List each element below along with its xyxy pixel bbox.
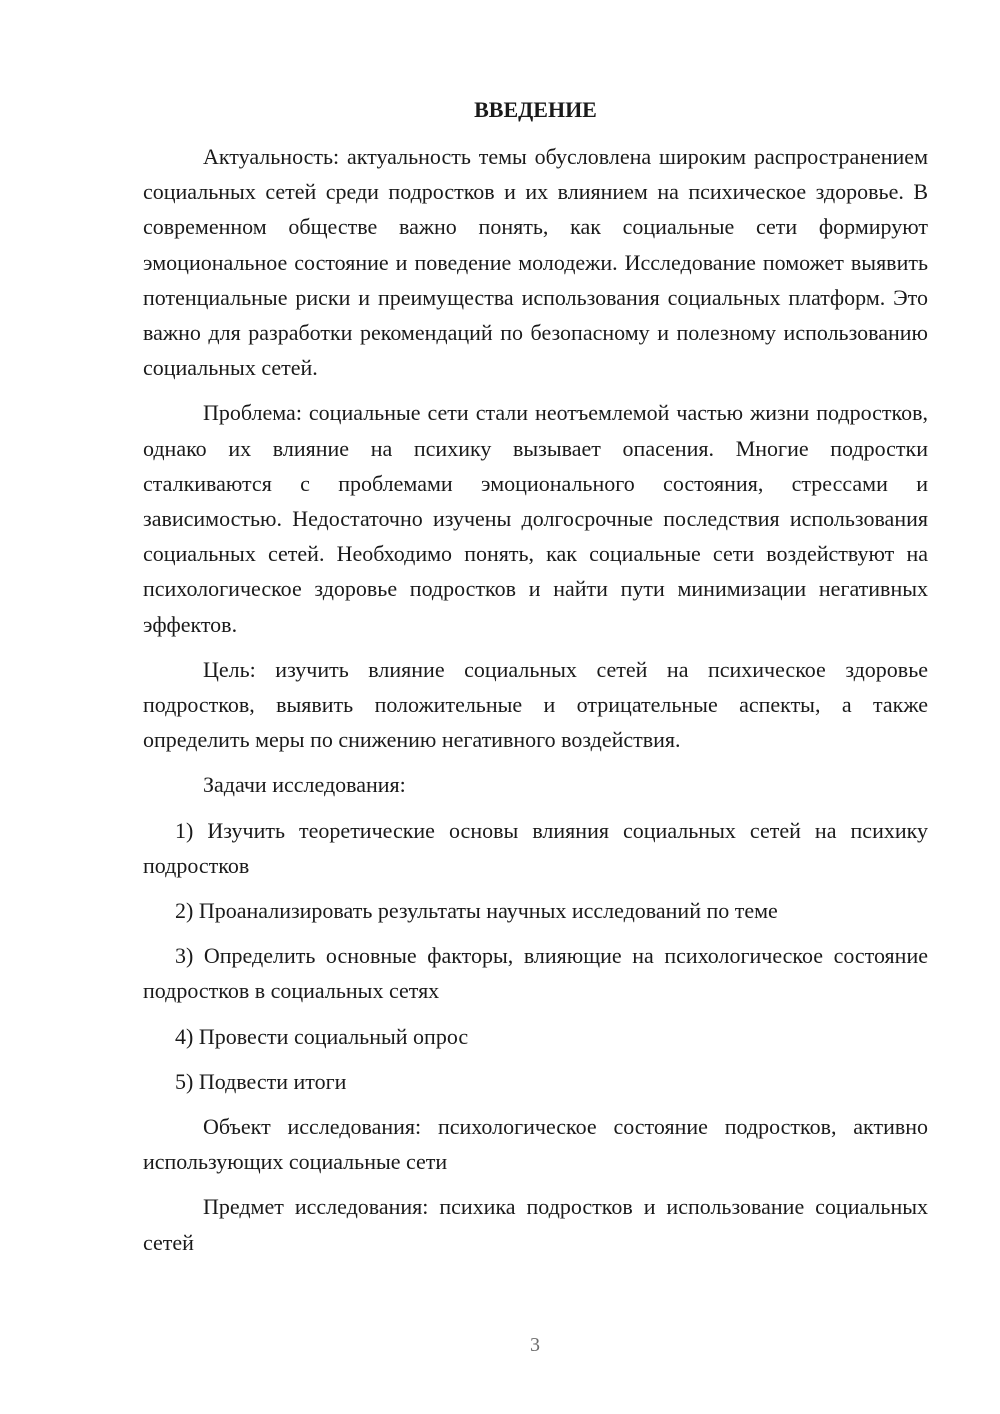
paragraph-relevance: Актуальность: актуальность темы обусловлена широким распространением социальных сетей среди подростков и их влиянием на психическое здоровье. В современном обществе важно понять, как социальные сети формируют эмоциональное состояние и поведение молодежи. Исследование поможет выявить потенциальные риски и преимущества использования социальных платформ. Это важно для разработки рекомендаций по безопасному и полезному использованию социальных сетей. — [143, 144, 928, 381]
paragraph-goal: Цель: изучить влияние социальных сетей на психическое здоровье подростков, выявить положительные и отрицательные аспекты, а также определить меры по снижению негативного воздействия. — [143, 656, 928, 753]
page-number: 3 — [530, 1334, 540, 1356]
task-item: 1) Изучить теоретические основы влияния социальных сетей на психику подростков — [143, 817, 928, 878]
task-item: 5) Подвести итоги — [175, 1068, 347, 1094]
task-item: 2) Проанализировать результаты научных исследований по теме — [175, 898, 778, 924]
task-item: 4) Провести социальный опрос — [175, 1023, 469, 1049]
paragraph-object: Объект исследования: психологическое состояние подростков, активно использующих социальные сети — [143, 1114, 928, 1175]
page-title: ВВЕДЕНИЕ — [474, 97, 597, 122]
tasks-title: Задачи исследования: — [203, 772, 406, 798]
paragraph-problem: Проблема: социальные сети стали неотъемлемой частью жизни подростков, однако их влияние на психику вызывает опасения. Многие подростки сталкиваются с проблемами эмоционального состояния, стрессами и зависимостью. Недостаточно изучены долгосрочные последствия использования социальных сетей. Необходимо понять, как социальные сети воздействуют на психологическое здоровье подростков и найти пути минимизации негативных эффектов. — [143, 400, 928, 637]
paragraph-subject: Предмет исследования: психика подростков и использование социальных сетей — [143, 1194, 928, 1255]
task-item: 3) Определить основные факторы, влияющие на психологическое состояние подростков в социальных сетях — [143, 943, 928, 1004]
document-page — [143, 95, 928, 1270]
